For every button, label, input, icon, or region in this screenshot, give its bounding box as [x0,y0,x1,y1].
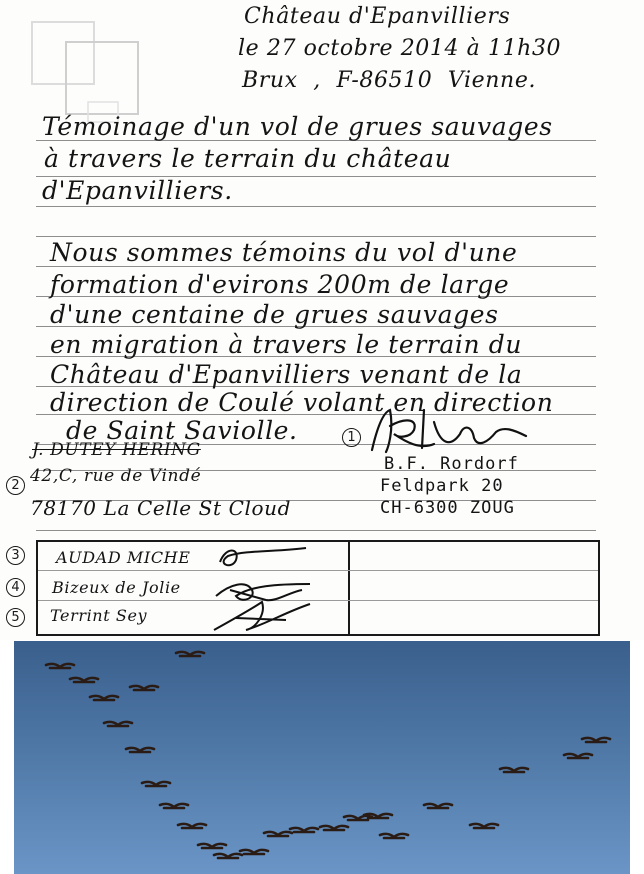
signature-4-name: Bizeux de Jolie [52,578,181,597]
signature-2-name: J. DUTEY HERING [32,440,201,460]
table-divider [348,542,350,634]
table-rule [38,600,598,601]
crane-silhouette [176,652,204,656]
ruled-line [36,530,596,531]
crane-silhouette [214,854,242,858]
crane-silhouette [130,686,158,690]
signature-2-address: 42,C, rue de Vindé [30,466,202,486]
body-line: d'une centaine de grues sauvages [50,300,499,329]
body-line: direction de Coulé volant en direction [50,388,554,417]
crane-silhouette [70,678,98,682]
signature-number-2: 2 [6,476,25,495]
header-location: Château d'Epanvilliers [244,4,511,29]
signature-number-1: 1 [342,428,361,447]
header-address: Brux , F-86510 Vienne. [242,68,537,93]
witness-address: Feldpark 20 [380,476,504,496]
body-line: Château d'Epanvilliers venant de la [50,360,523,389]
signature-number-5: 5 [6,608,25,627]
crane-silhouette [582,738,610,742]
ruled-line [36,236,596,237]
signature-number-4: 4 [6,578,25,597]
crane-silhouette [198,844,226,848]
faint-stamp-mark [28,16,148,126]
cranes-photo [14,641,630,874]
witness-name: B.F. Rordorf [384,454,519,474]
title-line: d'Epanvilliers. [42,176,233,205]
crane-silhouette [424,804,452,808]
crane-silhouette [470,824,498,828]
signature-2-city: 78170 La Celle St Cloud [30,496,291,520]
crane-flock [14,641,630,874]
header-date: le 27 octobre 2014 à 11h30 [238,36,562,61]
crane-silhouette [240,850,268,854]
ruled-line [36,206,596,207]
body-line: de Saint Saviolle. [66,416,298,445]
signature-5-name: Terrint Sey [50,606,148,625]
crane-silhouette [46,664,74,668]
crane-silhouette [142,782,170,786]
signature-number-3: 3 [6,546,25,565]
table-rule [38,570,598,571]
crane-silhouette [290,828,318,832]
body-line: en migration à travers le terrain du [50,330,523,359]
body-line: Nous sommes témoins du vol d'une [50,238,518,267]
witness-city: CH-6300 ZOUG [380,498,515,518]
crane-silhouette [178,824,206,828]
title-line: Témoinage d'un vol de grues sauvages [42,112,553,141]
body-line: formation d'evirons 200m de large [50,270,510,299]
crane-silhouette [320,826,348,830]
crane-silhouette [500,768,528,772]
crane-silhouette [380,834,408,838]
signature-1-scribble [364,404,534,460]
crane-silhouette [126,748,154,752]
crane-silhouette [564,754,592,758]
title-line: à travers le terrain du château [44,144,452,173]
crane-silhouette [264,832,292,836]
crane-silhouette [160,804,188,808]
crane-silhouette [90,696,118,700]
crane-silhouette [104,722,132,726]
signature-scribbles-3-5 [206,540,316,636]
signature-3-name: AUDAD MICHE [56,548,191,567]
